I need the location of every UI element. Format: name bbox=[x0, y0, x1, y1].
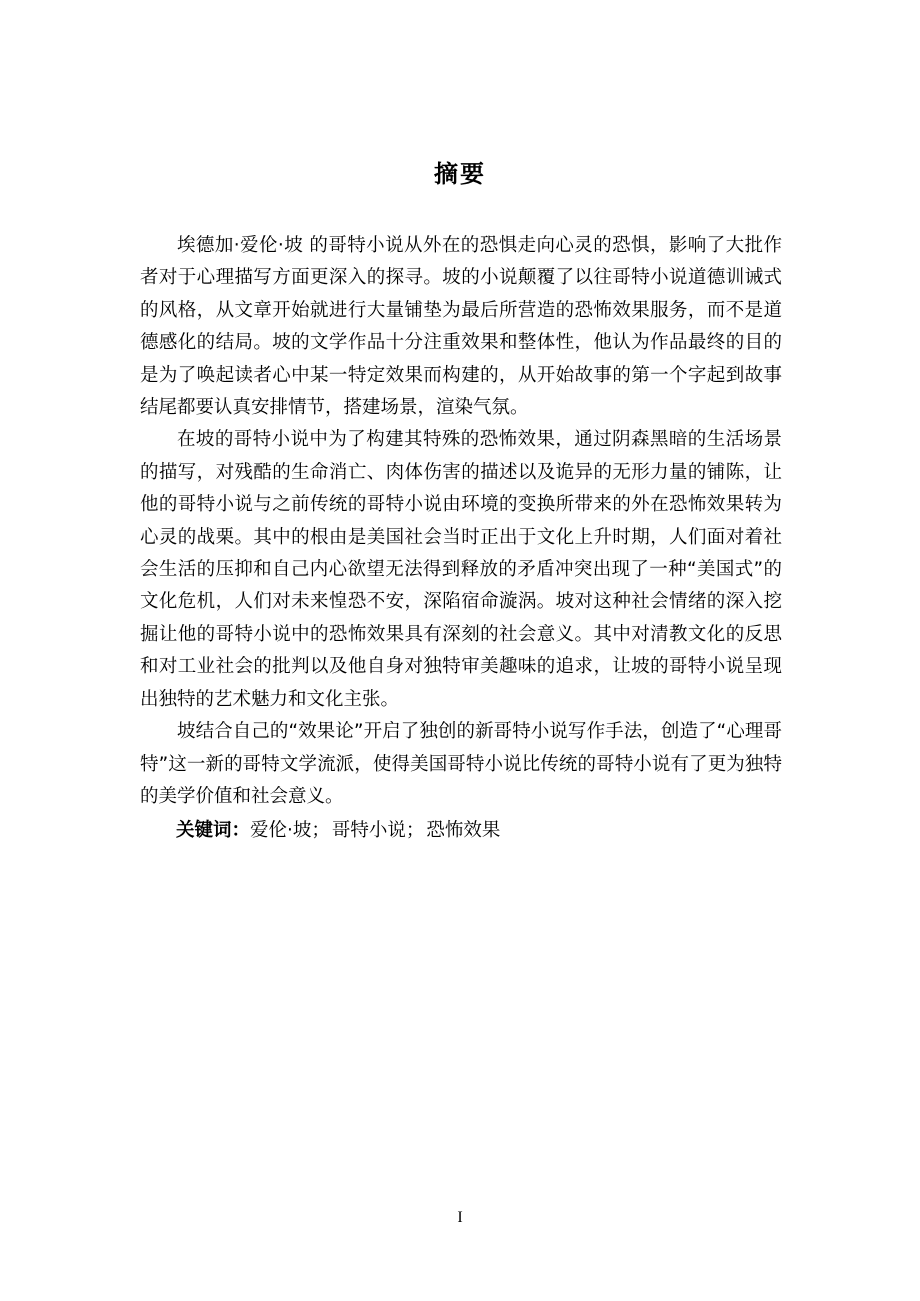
keyword-item: 恐怖效果 bbox=[426, 820, 501, 841]
keyword-item: 爱伦·坡； bbox=[250, 820, 330, 841]
abstract-title: 摘要 bbox=[434, 160, 486, 188]
page-number: I bbox=[457, 1209, 463, 1226]
paragraph-2: 在坡的哥特小说中为了构建其特殊的恐怖效果，通过阴森黑暗的生活场景的描写，对残酷的生命消亡、肉体伤害的描述以及诡异的无形力量的铺陈，让他的哥特小说与之前传统的哥特小说由环境的变换所带来的外在恐怖效果转为心灵的战栗。其中的根由是美国社会当时正出于文化上升时期，人们面对着社会生活的压抑和自己内心欲望无法得到释放的矛盾冲突出现了一种“美国式”的文化危机，人们对未来惶恐不安，深陷宿命漩涡。坡对这种社会情绪的深入挖掘让他的哥特小说中的恐怖效果具有深刻的社会意义。其中对清教文化的反思和对工业社会的批判以及他自身对独特审美趣味的追求，让坡的哥特小说呈现出独特的艺术魅力和文化主张。 bbox=[140, 429, 782, 710]
abstract-body bbox=[140, 230, 782, 813]
paragraph-1: 埃德加·爱伦·坡 的哥特小说从外在的恐惧走向心灵的恐惧，影响了大批作者对于心理描写方面更深入的探寻。坡的小说颠覆了以往哥特小说道德训诫式的风格，从文章开始就进行大量铺垫为最后所营造的恐怖效果服务，而不是道德感化的结局。坡的文学作品十分注重效果和整体性，他认为作品最终的目的是为了唤起读者心中某一特定效果而构建的，从开始故事的第一个字起到故事结尾都要认真安排情节，搭建场景，渲染气氛。 bbox=[140, 235, 782, 419]
keywords-label: 关键词： bbox=[176, 820, 251, 841]
keywords-line bbox=[176, 815, 502, 847]
paragraph-3: 坡结合自己的“效果论”开启了独创的新哥特小说写作手法，创造了“心理哥特”这一新的哥特文学流派，使得美国哥特小说比传统的哥特小说有了更为独特的美学价值和社会意义。 bbox=[140, 721, 782, 807]
keyword-item: 哥特小说； bbox=[331, 820, 425, 841]
